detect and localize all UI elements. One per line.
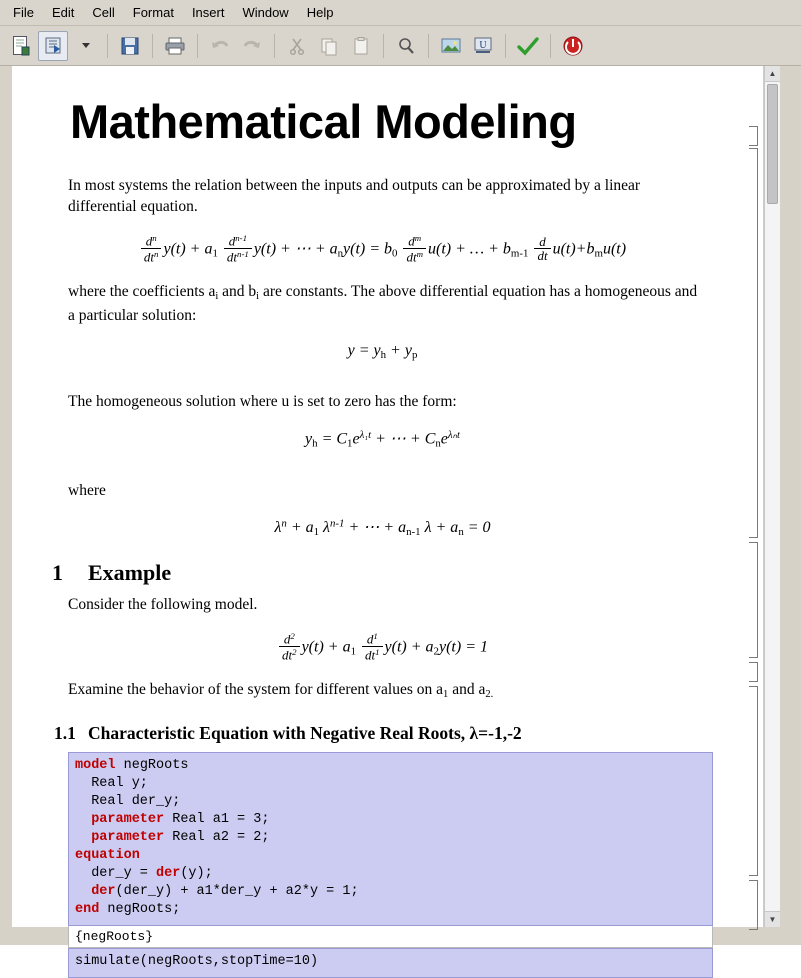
fraction: $\frac{d^2}{dt^2}$ (279, 632, 300, 663)
equation-example-model: $\frac{d^2}{dt^2}$ $y(t) + a_1$ $\frac{d^1}{dt^1}$ $y(t) + a_2y(t) = 1$ (32, 632, 733, 663)
menu-item-cell[interactable]: Cell (92, 5, 115, 20)
fraction: $\frac{d^1}{dt^1}$ (362, 632, 383, 663)
homogeneous-paragraph: The homogeneous solution where u is set to zero has the form: (68, 393, 457, 411)
cell-bracket[interactable] (749, 542, 758, 658)
cell-bracket-markers (747, 66, 761, 927)
search-icon[interactable] (391, 31, 421, 61)
examine-paragraph: Examine the behavior of the system for different values on $a_1$ and $a_{2.}$ (68, 681, 494, 700)
toolbar-separator (383, 34, 384, 58)
cell-bracket[interactable] (749, 686, 758, 876)
toolbar-separator (428, 34, 429, 58)
cell-bracket[interactable] (749, 880, 758, 930)
cell-bracket[interactable] (749, 662, 758, 682)
toolbar-separator (197, 34, 198, 58)
toolbar-separator (152, 34, 153, 58)
menu-item-edit[interactable]: Edit (51, 5, 75, 20)
notebook-page[interactable] (12, 66, 764, 970)
toolbar-separator (550, 34, 551, 58)
toolbar-separator (274, 34, 275, 58)
menu-item-file[interactable]: File (13, 5, 34, 20)
menu-item-format[interactable]: Format (132, 5, 174, 20)
print-icon[interactable] (160, 31, 190, 61)
toolbar-separator (505, 34, 506, 58)
stop-icon[interactable] (558, 31, 588, 61)
subsection-title: Characteristic Equation with Negative Real Roots, λ=-1,-2 (88, 722, 522, 743)
menu-item-help[interactable]: Help (306, 5, 334, 20)
page-title: Mathematical Modeling (70, 95, 577, 148)
redo-icon[interactable] (237, 31, 267, 61)
paste-icon[interactable] (346, 31, 376, 61)
underline-icon[interactable] (468, 31, 498, 61)
intro-paragraph: In most systems the relation between the inputs and outputs can be approximated by a linear differential equation. (68, 177, 641, 216)
menu-bar (0, 0, 801, 26)
coefficients-paragraph: where the coefficients $a_i$ and $b_i$ are constants. The above differential equation has a homogeneous and a particular solution: (68, 283, 698, 324)
run-cell-icon[interactable] (38, 31, 68, 61)
chevron-down-icon[interactable] (70, 31, 100, 61)
code-cell-input[interactable]: model negRoots Real y; Real der_y; parameter Real a1 = 3; parameter Real a2 = 2; equation der_y = der(y); der(der_y) + a1*der_y + a2*y = 1; end negRoots; (68, 752, 713, 927)
check-icon[interactable] (513, 31, 543, 61)
menu-item-window[interactable]: Window (242, 5, 289, 20)
code-cell-input-simulate[interactable]: simulate(negRoots,stopTime=10) (68, 948, 713, 978)
fraction: $\frac{d^n}{dt^n}$ (141, 234, 162, 265)
document-area (0, 66, 801, 970)
consider-paragraph: Consider the following model. (68, 596, 258, 614)
save-icon[interactable] (115, 31, 145, 61)
page-scroll-content (12, 66, 763, 970)
equation-homogeneous: $y_h = C_1e^{\lambda_1t}$ + ⋯ + $C_ne^{\lambda_nt}$ (305, 429, 460, 450)
fraction: $\frac{d^m}{dt^m}$ (403, 234, 426, 265)
cell-bracket[interactable] (749, 148, 758, 538)
copy-icon[interactable] (314, 31, 344, 61)
fraction: $\frac{d}{dt}$ (534, 235, 550, 265)
section-title: Example (88, 560, 172, 586)
fraction: $\frac{d^{n-1}}{dt^{n-1}}$ (224, 234, 252, 265)
undo-icon[interactable] (205, 31, 235, 61)
equation-solution-sum: $y = y_h + y_p$ (347, 342, 418, 362)
insert-image-icon[interactable] (436, 31, 466, 61)
equation-general-ode: $\frac{d^n}{dt^n}$ $y(t) + a_1$ $\frac{d^{n-1}}{dt^{n-1}}$ y(t) + ⋯ + $a_ny(t) = b_0$ $\frac{d^m}{dt^m}$ u(t) + … + $b_{m-1}$ $\frac{d}{dt}$ $u(t)+b_mu(t)$ (32, 234, 733, 265)
menu-item-insert[interactable]: Insert (191, 5, 225, 20)
vertical-scrollbar[interactable] (764, 66, 780, 927)
svg-text:U: U (479, 39, 487, 51)
subsection-heading-characteristic (54, 723, 733, 744)
toolbar-separator (107, 34, 108, 58)
equation-characteristic: $\lambda^n + a_1$ $\lambda^{n-1}$ + ⋯ + $a_{n-1}$ $\lambda + a_n = 0$ (274, 517, 491, 539)
scrollbar-thumb[interactable] (767, 84, 778, 204)
subsection-number: 1.1 (54, 722, 76, 743)
scrollbar-track[interactable] (765, 82, 780, 911)
where-paragraph: where (68, 481, 106, 499)
section-number: 1 (52, 560, 63, 586)
scroll-up-arrow[interactable]: ▲ (765, 66, 780, 82)
code-cell-output: {negRoots} (68, 926, 713, 948)
toolbar (0, 26, 801, 66)
section-heading-example (52, 560, 733, 586)
new-document-icon[interactable] (6, 31, 36, 61)
cell-bracket[interactable] (749, 126, 758, 146)
scroll-down-arrow[interactable]: ▼ (765, 911, 780, 927)
cut-icon[interactable] (282, 31, 312, 61)
